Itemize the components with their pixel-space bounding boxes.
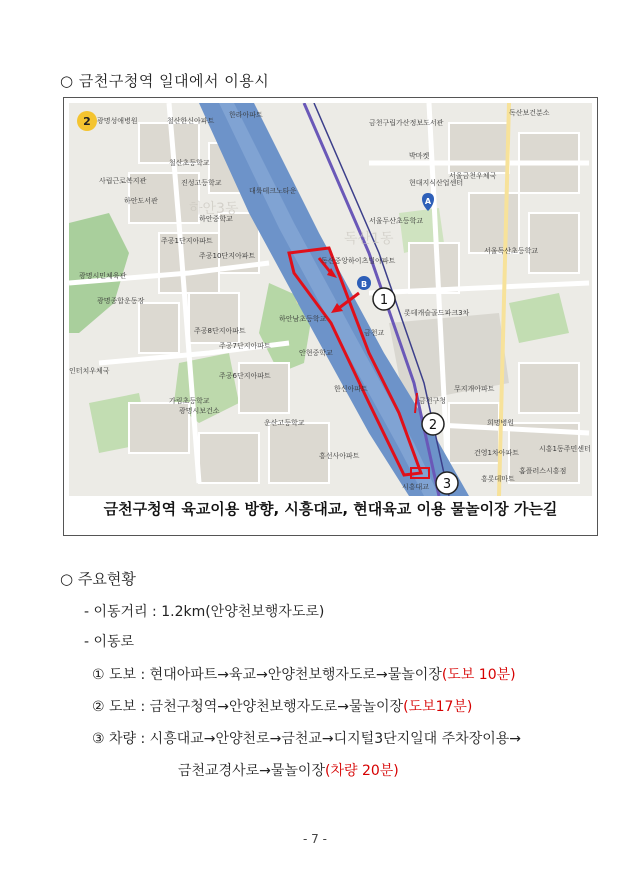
- map-figure: [63, 97, 598, 536]
- svg-text:주공6단지아파트: 주공6단지아파트: [219, 372, 271, 380]
- section-heading-location: ○ 금천구청역 일대에서 이용시: [60, 72, 270, 90]
- route-number: ②: [92, 699, 105, 715]
- svg-text:대륙테크노타운: 대륙테크노타운: [249, 187, 297, 195]
- svg-text:서울독산초등학교: 서울독산초등학교: [484, 247, 539, 255]
- svg-text:금천구립가산정보도서관: 금천구립가산정보도서관: [369, 119, 444, 127]
- svg-text:A: A: [424, 197, 432, 206]
- route-text: 차량 : 시흥대교→안양천로→금천교→디지털3단지일대 주차장이용→: [109, 731, 522, 747]
- svg-text:철산초등학교: 철산초등학교: [169, 159, 210, 167]
- svg-text:가림초등학교: 가림초등학교: [169, 397, 210, 405]
- svg-text:금천교: 금천교: [364, 329, 385, 337]
- section-heading-status: ○ 주요현황: [60, 570, 136, 588]
- svg-text:광명성애병원: 광명성애병원: [97, 117, 138, 125]
- svg-text:독산보건분소: 독산보건분소: [509, 109, 550, 117]
- svg-text:서울두산초등학교: 서울두산초등학교: [369, 217, 424, 225]
- route-item-2: [92, 696, 472, 716]
- svg-text:건영1차아파트: 건영1차아파트: [474, 449, 520, 457]
- svg-text:주공7단지아파트: 주공7단지아파트: [219, 342, 271, 350]
- route-text: 금천교경사로→물놀이장: [178, 763, 325, 779]
- svg-text:주공1단지아파트: 주공1단지아파트: [161, 237, 213, 245]
- route-number: ③: [92, 731, 105, 747]
- svg-text:인터치우체국: 인터치우체국: [69, 367, 110, 375]
- svg-text:하안남초등학교: 하안남초등학교: [279, 315, 327, 323]
- svg-text:운산고등학교: 운산고등학교: [264, 419, 305, 427]
- svg-text:광명시민체육관: 광명시민체육관: [79, 272, 127, 280]
- svg-text:무지개아파트: 무지개아파트: [454, 385, 495, 393]
- svg-text:홈플러스시흥점: 홈플러스시흥점: [519, 467, 567, 475]
- svg-text:한라아파트: 한라아파트: [229, 111, 263, 119]
- svg-text:2: 2: [83, 115, 91, 128]
- svg-text:박마켓: 박마켓: [409, 152, 430, 160]
- page-number: - 7 -: [303, 832, 327, 846]
- svg-text:금천구청: 금천구청: [419, 397, 447, 405]
- svg-text:시흥1동주민센터: 시흥1동주민센터: [539, 445, 591, 453]
- svg-text:진성고등학교: 진성고등학교: [181, 179, 222, 187]
- svg-text:서울금천우체국: 서울금천우체국: [449, 172, 497, 180]
- svg-text:주공10단지아파트: 주공10단지아파트: [199, 252, 256, 260]
- svg-text:사립근로복지관: 사립근로복지관: [99, 177, 147, 185]
- svg-text:롯데캐슬골드파크3차: 롯데캐슬골드파크3차: [404, 309, 470, 317]
- route-time: (차량 20분): [324, 763, 399, 779]
- svg-text:주공8단지아파트: 주공8단지아파트: [194, 327, 246, 335]
- route-time: (도보 10분): [441, 667, 516, 683]
- svg-text:시흥대교: 시흥대교: [402, 483, 430, 491]
- map-caption: 금천구청역 육교이용 방향, 시흥대교, 현대육교 이용 물놀이장 가는길: [103, 500, 558, 518]
- svg-text:흥선사아파트: 흥선사아파트: [319, 452, 360, 460]
- svg-text:현대지식산업센터: 현대지식산업센터: [409, 179, 464, 187]
- svg-text:1: 1: [379, 293, 389, 308]
- svg-text:독산중앙하이츠빌아파트: 독산중앙하이츠빌아파트: [321, 257, 396, 265]
- svg-text:광명시보건소: 광명시보건소: [179, 407, 220, 415]
- svg-text:광명종합운동장: 광명종합운동장: [97, 297, 145, 305]
- svg-text:안현중학교: 안현중학교: [299, 349, 333, 357]
- route-heading: - 이동로: [84, 634, 135, 650]
- svg-text:하안도서관: 하안도서관: [124, 197, 158, 205]
- route-number: ①: [92, 667, 105, 683]
- svg-text:하안3동: 하안3동: [189, 201, 239, 217]
- svg-text:철산한신아파트: 철산한신아파트: [167, 117, 215, 125]
- route-item-3: [92, 728, 521, 748]
- route-item-3-continued: [178, 760, 399, 780]
- route-item-1: [92, 664, 516, 684]
- svg-text:독산1동: 독산1동: [344, 231, 394, 247]
- svg-text:2: 2: [428, 418, 438, 433]
- map-image: [69, 103, 592, 496]
- distance-line: - 이동거리 : 1.2km(안양천보행자도로): [84, 604, 325, 620]
- route-time: (도보17분): [403, 699, 473, 715]
- svg-text:흥롯데마트: 흥롯데마트: [481, 475, 515, 483]
- svg-text:하안중학교: 하안중학교: [199, 215, 233, 223]
- route-text: 도보 : 현대아파트→육교→안양천보행자도로→물놀이장: [109, 667, 442, 683]
- route-text: 도보 : 금천구청역→안양천보행자도로→물놀이장: [109, 699, 404, 715]
- svg-text:B: B: [360, 280, 368, 289]
- svg-text:희명병원: 희명병원: [487, 419, 515, 427]
- svg-text:한신아파트: 한신아파트: [334, 385, 368, 393]
- svg-text:3: 3: [442, 477, 452, 492]
